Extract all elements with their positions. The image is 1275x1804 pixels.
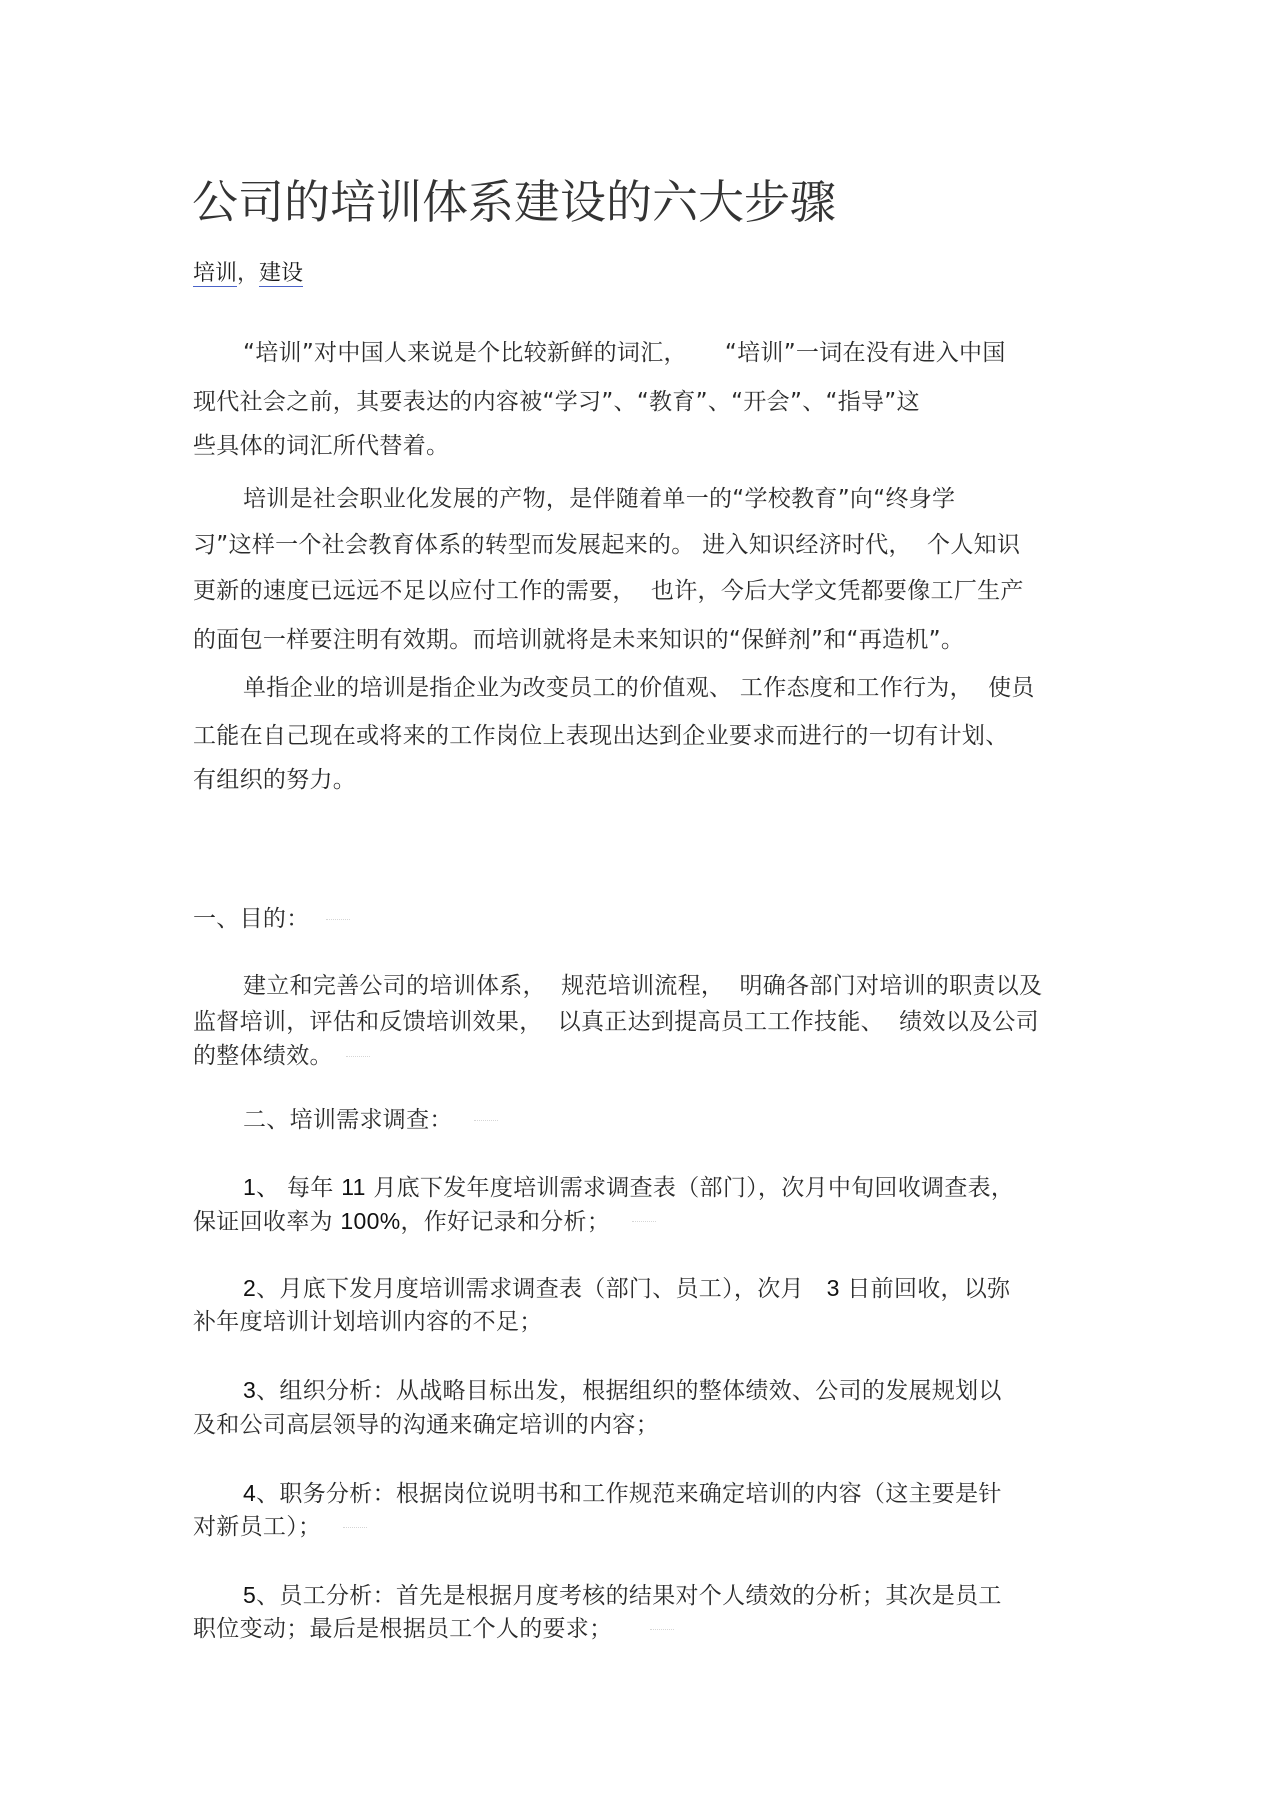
tag-list	[193, 259, 303, 289]
faint-mark	[650, 1629, 674, 1630]
tag-link-training[interactable]: 培训	[193, 261, 238, 286]
faint-mark	[632, 1221, 656, 1222]
item1-line-1	[243, 1171, 1014, 1204]
section1-line-3: 的整体绩效。	[193, 1043, 333, 1069]
section1-heading: 一、目的：	[193, 906, 310, 932]
intro-p2-line-1: 培训是社会职业化发展的产物，是伴随着单一的“学校教育”向“终身学	[243, 486, 956, 512]
section1-line-2: 监督培训，评估和反馈培训效果， 以真正达到提高员工工作技能、 绩效以及公司	[193, 1009, 1039, 1035]
item2-text-b: 日前回收，以弥	[839, 1276, 1011, 1302]
faint-mark	[343, 1527, 367, 1528]
item1-text-c: 保证回收率为	[193, 1209, 341, 1235]
item3-number: 3	[243, 1377, 257, 1403]
intro-p3-line-1: 单指企业的培训是指企业为改变员工的价值观、 工作态度和工作行为， 使员	[243, 675, 1035, 701]
item1-value-month: 11	[341, 1174, 366, 1200]
intro-p1-line-2: 现代社会之前，其要表达的内容被“学习”、“教育”、“开会”、“指导”这	[193, 389, 920, 415]
item2-number: 2	[243, 1275, 257, 1301]
intro-p3-line-2: 工能在自己现在或将来的工作岗位上表现出达到企业要求而进行的一切有计划、	[193, 723, 1009, 749]
tag-separator: ，	[237, 261, 260, 286]
item2-line-1	[243, 1272, 1010, 1305]
item4-line-2: 对新员工）；	[193, 1514, 322, 1540]
item2-line-2: 补年度培训计划培训内容的不足；	[193, 1309, 543, 1335]
intro-p2-line-3: 更新的速度已远远不足以应付工作的需要， 也许，今后大学文凭都要像工厂生产	[193, 578, 1024, 604]
document-title: 公司的培训体系建设的六大步骤	[192, 175, 836, 229]
intro-p1-line-1: “培训”对中国人来说是个比较新鲜的词汇， “培训”一词在没有进入中国	[243, 340, 1006, 366]
item1-line-2	[193, 1205, 610, 1238]
section2-heading: 二、培训需求调查：	[243, 1107, 453, 1133]
item1-text-b: 月底下发年度培训需求调查表（部门），次月中旬回收调查表，	[365, 1175, 1015, 1201]
intro-p2-line-2: 习”这样一个社会教育体系的转型而发展起来的。 进入知识经济时代， 个人知识	[193, 532, 1021, 558]
item3-text-a: 、组织分析：从战略目标出发，根据组织的整体绩效、公司的发展规划以	[256, 1378, 1002, 1404]
item1-number: 1、	[243, 1174, 280, 1200]
intro-p2-line-4: 的面包一样要注明有效期。而培训就将是未来知识的“保鲜剂”和“再造机”。	[193, 627, 965, 653]
faint-mark	[346, 1056, 370, 1057]
item3-line-1	[243, 1374, 1002, 1407]
item1-text-a: 每年	[279, 1175, 342, 1201]
faint-mark	[326, 919, 350, 920]
item5-line-2: 职位变动；最后是根据员工个人的要求；	[193, 1616, 613, 1642]
item2-value-day: 3	[826, 1275, 840, 1301]
faint-mark	[474, 1120, 498, 1121]
item3-line-2: 及和公司高层领导的沟通来确定培训的内容；	[193, 1412, 659, 1438]
item5-text-a: 、员工分析：首先是根据月度考核的结果对个人绩效的分析；其次是员工	[256, 1583, 1002, 1609]
item5-number: 5	[243, 1582, 257, 1608]
intro-p3-line-3: 有组织的努力。	[193, 767, 357, 793]
item4-number: 4	[243, 1480, 257, 1506]
item1-text-d: ，作好记录和分析；	[400, 1209, 611, 1235]
intro-p1-line-3: 些具体的词汇所代替着。	[193, 433, 450, 459]
item1-value-rate: 100%	[340, 1208, 401, 1234]
item5-line-1	[243, 1579, 1002, 1612]
item4-text-a: 、职务分析：根据岗位说明书和工作规范来确定培训的内容（这主要是针	[256, 1481, 1002, 1507]
section1-line-1: 建立和完善公司的培训体系， 规范培训流程， 明确各部门对培训的职责以及	[243, 973, 1043, 999]
tag-link-construction[interactable]: 建设	[259, 261, 304, 286]
item4-line-1	[243, 1477, 1002, 1510]
item2-text-a: 、月底下发月度培训需求调查表（部门、员工），次月	[256, 1276, 827, 1302]
